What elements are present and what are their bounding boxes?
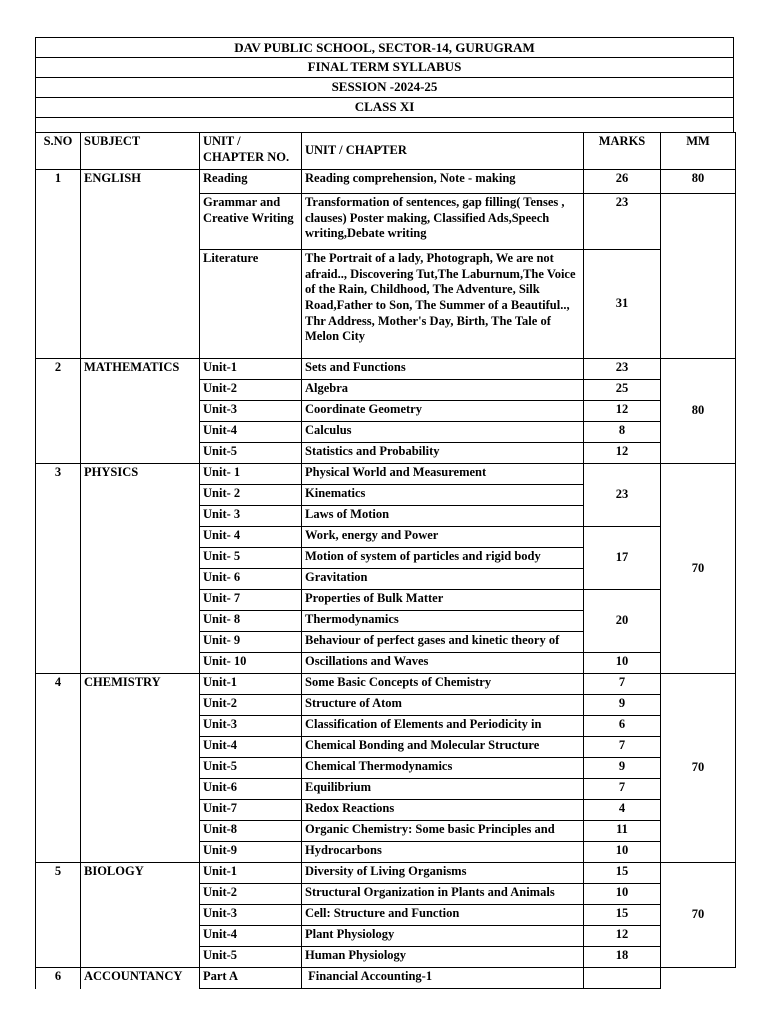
col-unit-no: UNIT / CHAPTER NO. (200, 133, 302, 170)
unit-cell: Unit- 7 (200, 590, 302, 611)
col-mm: MM (661, 133, 736, 170)
marks-cell: 9 (584, 695, 661, 716)
marks-cell: 31 (584, 250, 661, 359)
marks-cell: 10 (584, 653, 661, 674)
table-row (36, 674, 736, 695)
unit-cell: Grammar and Creative Writing (200, 194, 302, 250)
table-row (36, 170, 736, 194)
unit-cell: Unit-3 (200, 716, 302, 737)
syllabus-table (35, 132, 736, 989)
table-row (36, 863, 736, 884)
chapter-cell: Calculus (302, 422, 584, 443)
marks-cell: 12 (584, 443, 661, 464)
marks-cell: 25 (584, 380, 661, 401)
table-row (36, 464, 736, 485)
sno-cell: 5 (36, 863, 81, 968)
mm-cell: 80 (661, 170, 736, 194)
header-class: CLASS XI (35, 97, 734, 118)
marks-cell: 15 (584, 905, 661, 926)
header-title: FINAL TERM SYLLABUS (35, 57, 734, 78)
marks-cell: 10 (584, 842, 661, 863)
marks-cell: 7 (584, 737, 661, 758)
sno-cell: 2 (36, 359, 81, 464)
col-sno: S.NO (36, 133, 81, 170)
marks-cell: 7 (584, 779, 661, 800)
chapter-cell: Coordinate Geometry (302, 401, 584, 422)
chapter-cell: Gravitation (302, 569, 584, 590)
mm-cell-empty (661, 194, 736, 359)
subject-cell: PHYSICS (81, 464, 200, 674)
unit-cell: Unit-5 (200, 443, 302, 464)
chapter-cell: Structural Organization in Plants and Animals (302, 884, 584, 905)
chapter-cell: Hydrocarbons (302, 842, 584, 863)
chapter-cell: Plant Physiology (302, 926, 584, 947)
unit-cell: Unit- 6 (200, 569, 302, 590)
chapter-cell: Organic Chemistry: Some basic Principles and (302, 821, 584, 842)
chapter-cell: Financial Accounting-1 (302, 968, 584, 989)
unit-cell: Unit-2 (200, 695, 302, 716)
table-row (36, 359, 736, 380)
table-row (36, 968, 736, 989)
marks-cell: 18 (584, 947, 661, 968)
header-session: SESSION -2024-25 (35, 77, 734, 98)
mm-cell-empty (661, 968, 736, 989)
marks-cell: 11 (584, 821, 661, 842)
chapter-cell: Physical World and Measurement (302, 464, 584, 485)
chapter-cell: Work, energy and Power (302, 527, 584, 548)
col-marks: MARKS (584, 133, 661, 170)
chapter-cell: Laws of Motion (302, 506, 584, 527)
unit-cell: Unit-5 (200, 947, 302, 968)
subject-cell: CHEMISTRY (81, 674, 200, 863)
marks-cell: 23 (584, 464, 661, 527)
unit-cell: Literature (200, 250, 302, 359)
marks-cell: 20 (584, 590, 661, 653)
mm-cell: 70 (661, 863, 736, 968)
chapter-cell: Kinematics (302, 485, 584, 506)
chapter-cell: Thermodynamics (302, 611, 584, 632)
chapter-cell: Human Physiology (302, 947, 584, 968)
chapter-cell: Behaviour of perfect gases and kinetic theory of (302, 632, 584, 653)
chapter-cell: Chemical Bonding and Molecular Structure (302, 737, 584, 758)
mm-cell: 70 (661, 674, 736, 863)
marks-cell: 8 (584, 422, 661, 443)
subject-cell: ENGLISH (81, 170, 200, 359)
unit-cell: Unit- 10 (200, 653, 302, 674)
marks-cell: 26 (584, 170, 661, 194)
marks-cell: 4 (584, 800, 661, 821)
mm-cell: 70 (661, 464, 736, 674)
chapter-cell: Classification of Elements and Periodicity in (302, 716, 584, 737)
sno-cell: 6 (36, 968, 81, 989)
unit-cell: Unit- 4 (200, 527, 302, 548)
mm-cell: 80 (661, 359, 736, 464)
header-school: DAV PUBLIC SCHOOL, SECTOR-14, GURUGRAM (35, 37, 734, 58)
sno-cell: 3 (36, 464, 81, 674)
unit-cell: Unit-8 (200, 821, 302, 842)
marks-cell-empty (584, 968, 661, 989)
chapter-cell: Cell: Structure and Function (302, 905, 584, 926)
unit-cell: Unit-4 (200, 926, 302, 947)
unit-cell: Unit-1 (200, 674, 302, 695)
col-unit-chapter: UNIT / CHAPTER (302, 133, 584, 170)
marks-cell: 17 (584, 527, 661, 590)
chapter-cell: Reading comprehension, Note - making (302, 170, 584, 194)
marks-cell: 12 (584, 926, 661, 947)
unit-cell: Unit-4 (200, 422, 302, 443)
chapter-cell: Algebra (302, 380, 584, 401)
unit-cell: Unit- 2 (200, 485, 302, 506)
marks-cell: 10 (584, 884, 661, 905)
unit-cell: Unit- 9 (200, 632, 302, 653)
subject-cell: MATHEMATICS (81, 359, 200, 464)
unit-cell: Unit-2 (200, 884, 302, 905)
unit-cell: Unit-6 (200, 779, 302, 800)
sno-cell: 4 (36, 674, 81, 863)
unit-cell: Part A (200, 968, 302, 989)
sno-cell: 1 (36, 170, 81, 359)
unit-cell: Unit- 5 (200, 548, 302, 569)
chapter-cell: Equilibrium (302, 779, 584, 800)
chapter-cell: Properties of Bulk Matter (302, 590, 584, 611)
chapter-cell: Sets and Functions (302, 359, 584, 380)
col-subject: SUBJECT (81, 133, 200, 170)
marks-cell: 15 (584, 863, 661, 884)
chapter-cell: Transformation of sentences, gap filling( Tenses , clauses) Poster making, Classified Ads,Speech writing,Debate writing (302, 194, 584, 250)
unit-cell: Unit-4 (200, 737, 302, 758)
unit-cell: Unit- 3 (200, 506, 302, 527)
unit-cell: Unit-5 (200, 758, 302, 779)
unit-cell: Unit- 8 (200, 611, 302, 632)
unit-cell: Unit-7 (200, 800, 302, 821)
subject-cell: ACCOUNTANCY (81, 968, 200, 989)
unit-cell: Unit-1 (200, 359, 302, 380)
chapter-cell: Some Basic Concepts of Chemistry (302, 674, 584, 695)
marks-cell: 23 (584, 194, 661, 250)
subject-cell: BIOLOGY (81, 863, 200, 968)
unit-cell: Unit- 1 (200, 464, 302, 485)
marks-cell: 12 (584, 401, 661, 422)
chapter-cell: Statistics and Probability (302, 443, 584, 464)
marks-cell: 23 (584, 359, 661, 380)
chapter-cell: Motion of system of particles and rigid body (302, 548, 584, 569)
unit-cell: Unit-9 (200, 842, 302, 863)
chapter-cell: The Portrait of a lady, Photograph, We are not afraid.., Discovering Tut,The Laburnum,The Voice of the Rain, Childhood, The Adventure, Silk Road,Father to Son, The Summer of a Beautiful.., Thr Address, Mother's Day, Birth, The Tale of Melon City (302, 250, 584, 359)
chapter-cell: Oscillations and Waves (302, 653, 584, 674)
chapter-cell: Redox Reactions (302, 800, 584, 821)
unit-cell: Unit-3 (200, 401, 302, 422)
chapter-cell: Chemical Thermodynamics (302, 758, 584, 779)
header-spacer (35, 117, 734, 133)
chapter-cell: Diversity of Living Organisms (302, 863, 584, 884)
marks-cell: 6 (584, 716, 661, 737)
unit-cell: Unit-2 (200, 380, 302, 401)
chapter-cell: Structure of Atom (302, 695, 584, 716)
unit-cell: Reading (200, 170, 302, 194)
marks-cell: 9 (584, 758, 661, 779)
marks-cell: 7 (584, 674, 661, 695)
unit-cell: Unit-3 (200, 905, 302, 926)
unit-cell: Unit-1 (200, 863, 302, 884)
